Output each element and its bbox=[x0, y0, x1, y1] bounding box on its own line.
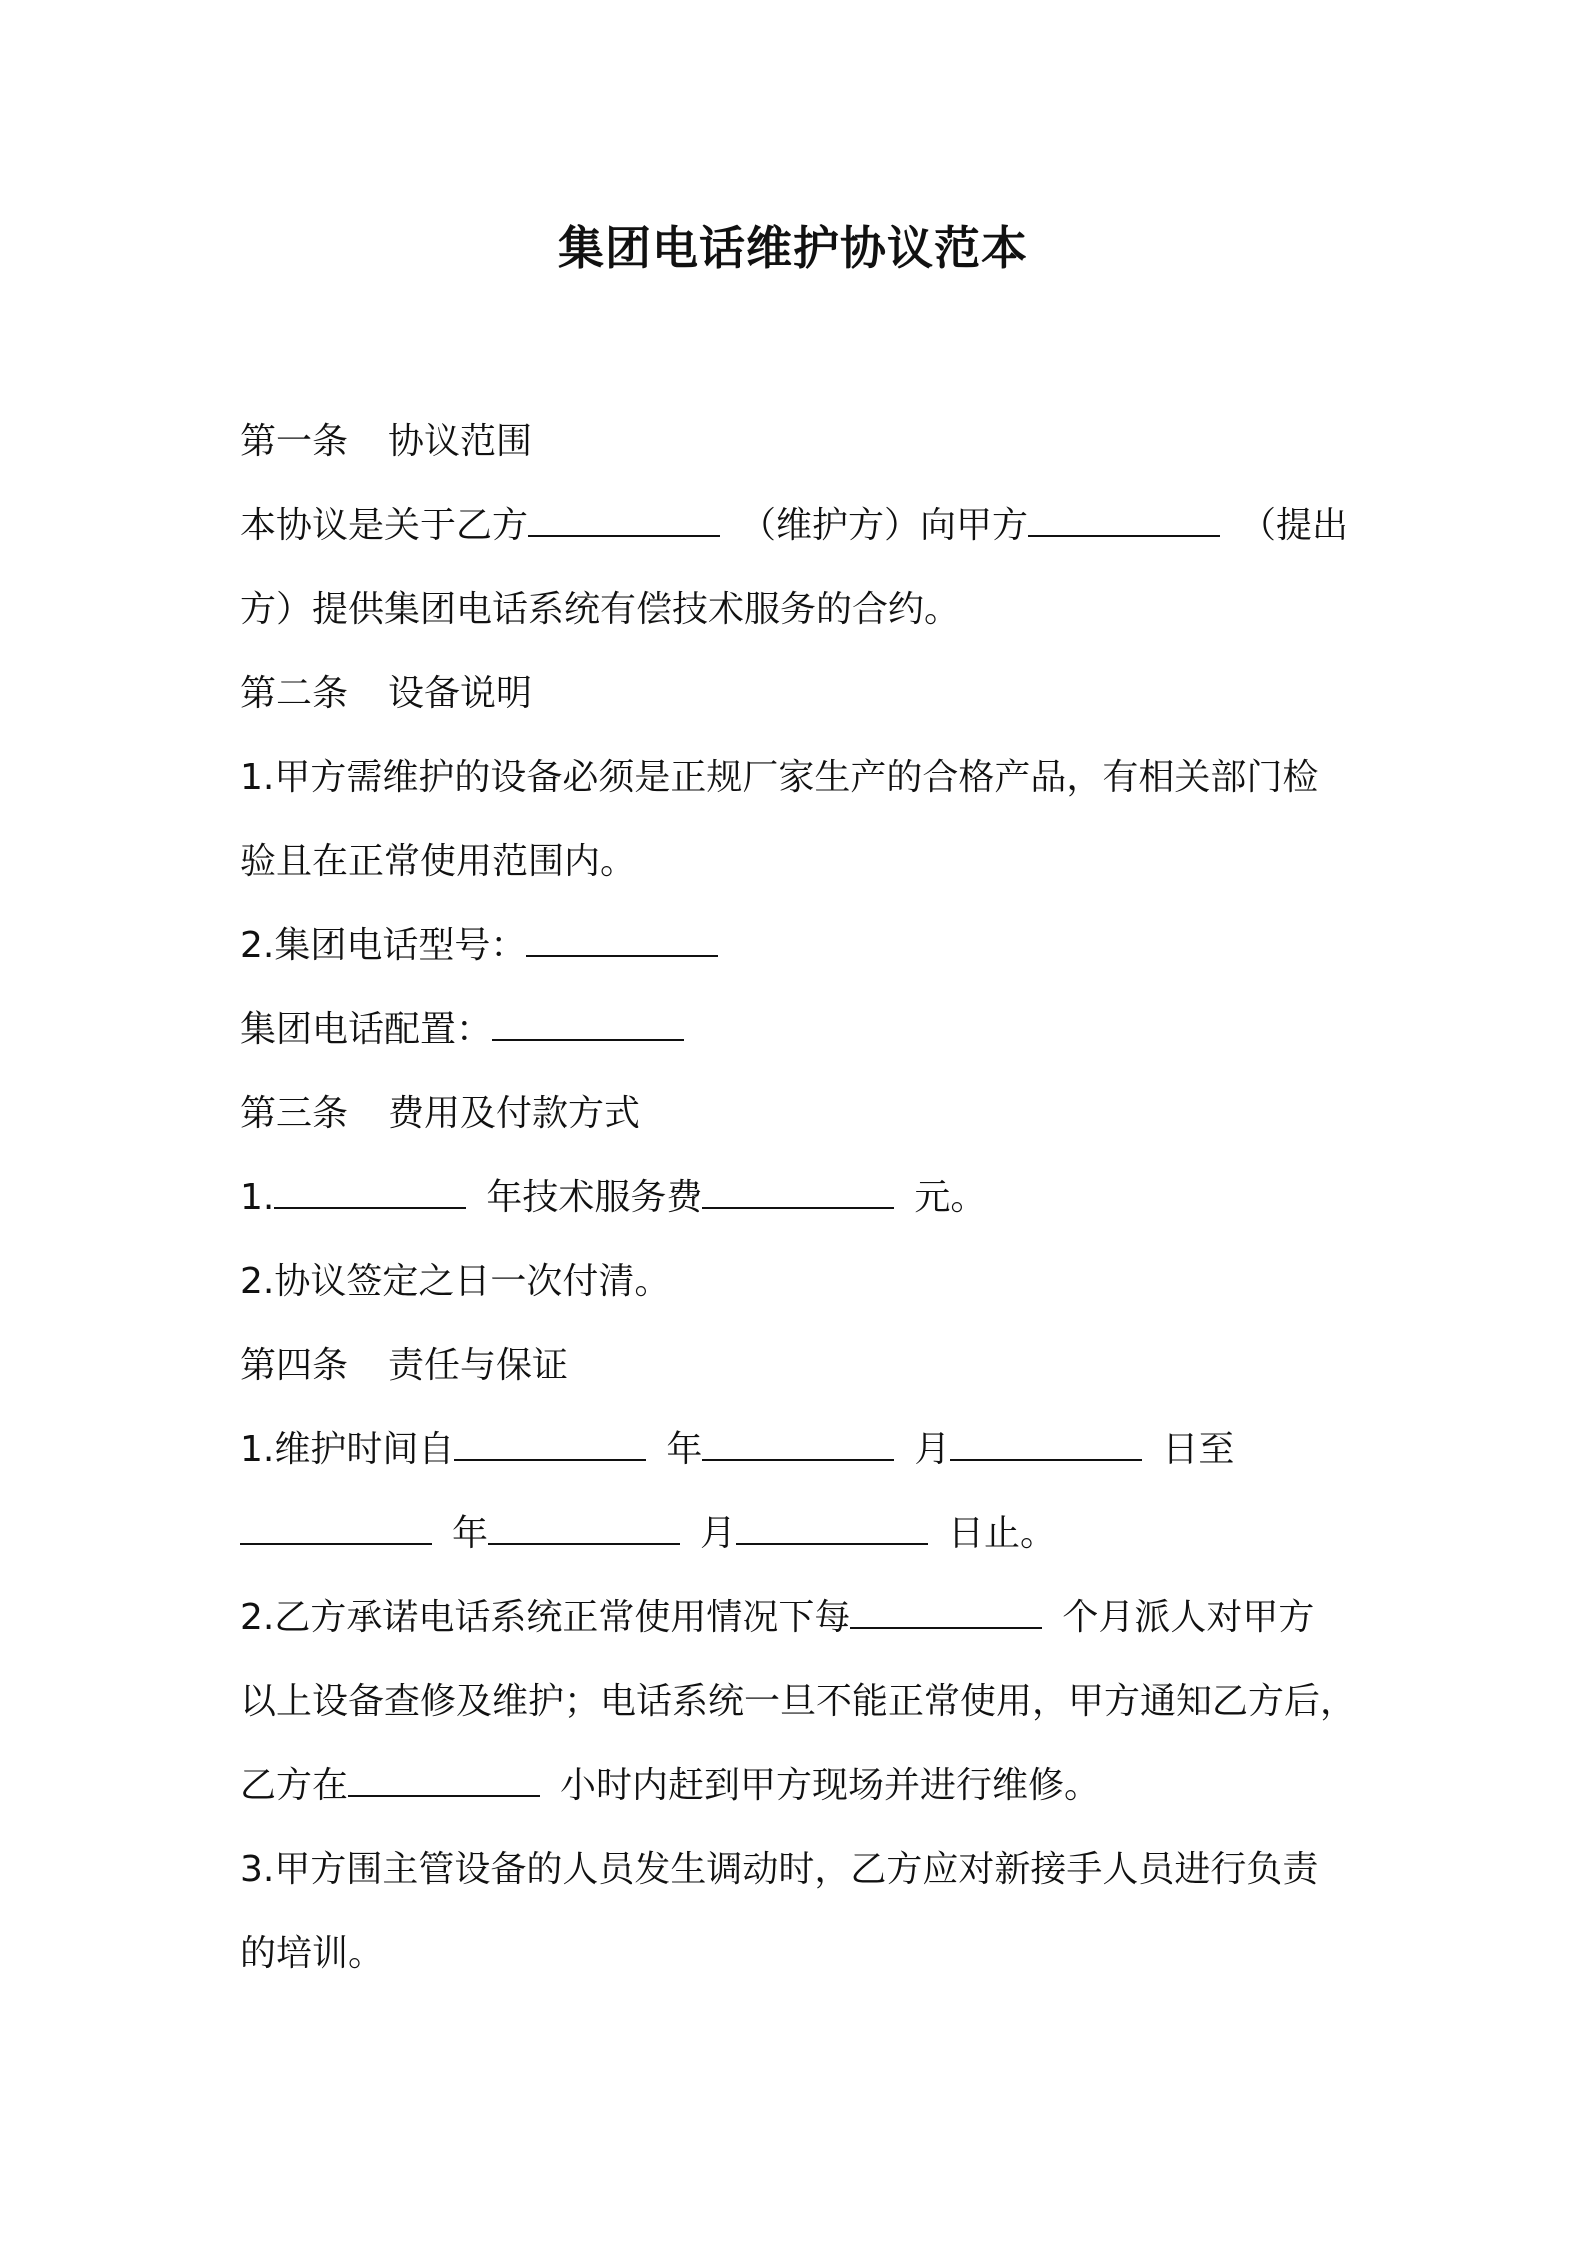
blank-field-model bbox=[526, 925, 718, 957]
text-segment: 月 bbox=[914, 1429, 951, 1470]
article-4-line-1 bbox=[240, 1408, 1360, 1492]
article-title: 设备说明 bbox=[388, 673, 533, 714]
article-title: 责任与保证 bbox=[388, 1345, 569, 1386]
text-segment: （提出 bbox=[1240, 505, 1349, 546]
article-number: 第四条 bbox=[240, 1345, 349, 1386]
text-segment: 元。 bbox=[914, 1177, 987, 1218]
blank-field-start-month bbox=[702, 1429, 894, 1461]
text-segment: 日至 bbox=[1162, 1429, 1235, 1470]
text-segment: 验且在正常使用范围内。 bbox=[240, 841, 637, 882]
text-segment: 个月派人对甲方 bbox=[1062, 1597, 1315, 1638]
document-title: 集团电话维护协议范本 bbox=[558, 221, 1028, 275]
text-segment: 年 bbox=[666, 1429, 703, 1470]
article-4-line-3 bbox=[240, 1576, 1360, 1660]
text-segment: 月 bbox=[700, 1513, 737, 1554]
article-2-line-1 bbox=[240, 736, 1360, 820]
blank-field-party-b bbox=[528, 505, 720, 537]
text-segment: 方）提供集团电话系统有偿技术服务的合约。 bbox=[240, 589, 961, 630]
text-segment: 年技术服务费 bbox=[486, 1177, 703, 1218]
article-4-heading bbox=[240, 1324, 1360, 1408]
blank-field-configuration bbox=[492, 1009, 684, 1041]
article-4-line-4 bbox=[240, 1660, 1360, 1744]
text-segment: 以上设备查修及维护；电话系统一旦不能正常使用，甲方通知乙方后， bbox=[240, 1681, 1357, 1722]
blank-field-hours bbox=[348, 1765, 540, 1797]
text-segment: 1.甲方需维护的设备必须是正规厂家生产的合格产品，有相关部门检 bbox=[240, 757, 1319, 798]
blank-field-party-a bbox=[1028, 505, 1220, 537]
article-2-heading bbox=[240, 652, 1360, 736]
blank-field-end-day bbox=[736, 1513, 928, 1545]
text-segment: 集团电话配置： bbox=[240, 1009, 493, 1050]
article-2-line-2 bbox=[240, 820, 1360, 904]
text-segment: 年 bbox=[452, 1513, 489, 1554]
article-1-heading bbox=[240, 400, 1360, 484]
text-segment: 1.维护时间自 bbox=[240, 1429, 455, 1470]
blank-field-months bbox=[850, 1597, 1042, 1629]
article-title: 费用及付款方式 bbox=[388, 1093, 641, 1134]
article-number: 第二条 bbox=[240, 673, 349, 714]
text-segment: 乙方在 bbox=[240, 1765, 349, 1806]
article-3-line-1 bbox=[240, 1156, 1360, 1240]
blank-field-fee bbox=[702, 1177, 894, 1209]
article-2-line-3 bbox=[240, 904, 1360, 988]
article-title: 协议范围 bbox=[388, 421, 533, 462]
article-4-line-7 bbox=[240, 1912, 1360, 1996]
blank-field-end-month bbox=[488, 1513, 680, 1545]
blank-field-start-year bbox=[454, 1429, 646, 1461]
blank-field-end-year bbox=[240, 1513, 432, 1545]
document-body bbox=[240, 400, 1360, 1996]
text-segment: 2.乙方承诺电话系统正常使用情况下每 bbox=[240, 1597, 851, 1638]
article-number: 第三条 bbox=[240, 1093, 349, 1134]
article-3-line-2 bbox=[240, 1240, 1360, 1324]
article-2-line-4 bbox=[240, 988, 1360, 1072]
text-segment: 本协议是关于乙方 bbox=[240, 505, 529, 546]
article-3-heading bbox=[240, 1072, 1360, 1156]
article-4-line-6 bbox=[240, 1828, 1360, 1912]
text-segment: 1. bbox=[240, 1177, 275, 1218]
text-segment: 2.集团电话型号： bbox=[240, 925, 527, 966]
article-4-line-5 bbox=[240, 1744, 1360, 1828]
text-segment: （维护方）向甲方 bbox=[740, 505, 1029, 546]
text-segment: 日止。 bbox=[948, 1513, 1057, 1554]
blank-field-start-day bbox=[950, 1429, 1142, 1461]
article-4-line-2 bbox=[240, 1492, 1360, 1576]
article-number: 第一条 bbox=[240, 421, 349, 462]
article-1-line-2 bbox=[240, 568, 1360, 652]
blank-field-years bbox=[274, 1177, 466, 1209]
text-segment: 3.甲方围主管设备的人员发生调动时，乙方应对新接手人员进行负责 bbox=[240, 1849, 1319, 1890]
text-segment: 2.协议签定之日一次付清。 bbox=[240, 1261, 671, 1302]
article-1-line-1 bbox=[240, 484, 1360, 568]
text-segment: 的培训。 bbox=[240, 1933, 385, 1974]
text-segment: 小时内赶到甲方现场并进行维修。 bbox=[560, 1765, 1101, 1806]
